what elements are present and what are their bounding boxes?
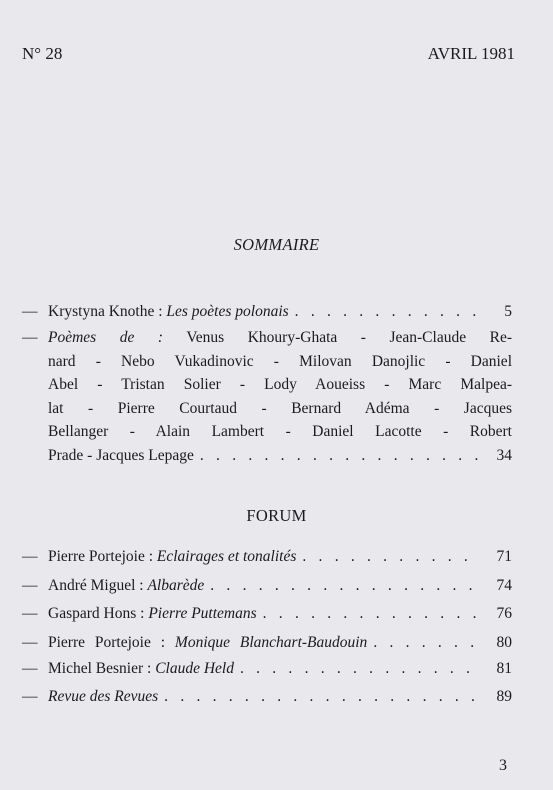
toc-line: Abel - Tristan Solier - Lody Aoueiss - Marc Malpea- <box>48 376 512 393</box>
entry-page: 76 <box>496 605 512 622</box>
toc-line <box>22 685 512 709</box>
toc-text <box>48 545 302 569</box>
entry-page: 71 <box>496 548 512 565</box>
toc-leader <box>48 631 478 655</box>
toc-line <box>22 574 512 598</box>
toc-entry <box>22 631 512 655</box>
em-dash: — <box>22 634 38 651</box>
em-dash: — <box>22 688 38 705</box>
issue-number: N° 28 <box>22 44 63 63</box>
toc-leader <box>48 545 478 569</box>
toc-entry <box>22 657 512 681</box>
toc-text <box>48 631 373 655</box>
toc-leader <box>48 574 478 598</box>
toc-text <box>48 657 240 681</box>
toc-leader <box>48 300 478 324</box>
entry-author: Krystyna Knothe : <box>48 303 163 320</box>
dot-leader <box>373 631 478 655</box>
dot-leader <box>302 545 478 569</box>
em-dash: — <box>22 660 38 677</box>
toc-text <box>48 574 210 598</box>
em-dash: — <box>22 548 38 565</box>
entry-text: Prade - Jacques Lepage <box>48 446 194 464</box>
dot-leader <box>240 657 478 681</box>
toc-line <box>22 545 512 569</box>
entry-work: Claude Held <box>155 660 234 677</box>
toc-line: lat - Pierre Courtaud - Bernard Adéma - Jacques <box>48 399 512 417</box>
em-dash: — <box>22 329 38 346</box>
toc-line <box>22 326 512 350</box>
entry-page: 34 <box>496 446 512 464</box>
toc-line <box>22 657 512 681</box>
toc-entry <box>22 545 512 569</box>
toc-text <box>48 602 263 626</box>
dot-leader <box>210 574 478 598</box>
entry-work: Monique Blanchart-Baudouin <box>174 634 368 651</box>
entry-author: Pierre Portejoie : <box>48 634 166 651</box>
entry-page: 80 <box>496 634 512 651</box>
entry-page: 81 <box>496 660 512 677</box>
dot-leader <box>164 685 478 709</box>
entry-work: Revue des Revues <box>48 688 159 705</box>
page-number: 3 <box>499 757 507 774</box>
entry-work: Albarède <box>147 577 205 594</box>
toc-line <box>22 300 512 324</box>
toc-leader <box>48 657 478 681</box>
sommaire-title: SOMMAIRE <box>233 235 320 254</box>
entry-work: Pierre Puttemans <box>148 605 257 622</box>
toc-entry <box>22 326 512 467</box>
dot-leader <box>295 300 478 324</box>
toc-leader <box>48 602 478 626</box>
toc-leader <box>48 685 478 709</box>
entry-page: 89 <box>496 688 512 705</box>
entry-author: Michel Besnier : <box>48 660 152 677</box>
toc-entry <box>22 300 512 324</box>
dot-leader <box>263 602 478 626</box>
em-dash: — <box>22 605 38 622</box>
toc-text <box>48 300 295 324</box>
em-dash: — <box>22 577 38 594</box>
entry-author: André Miguel : <box>48 577 144 594</box>
toc-entry <box>22 685 512 709</box>
entry-text: Venus Khoury-Ghata - Jean-Claude Re- <box>186 329 512 346</box>
toc-leader <box>48 444 478 468</box>
forum-title: FORUM <box>246 506 307 525</box>
toc-line: Bellanger - Alain Lambert - Daniel Lacotte - Robert <box>48 423 512 440</box>
dot-leader <box>200 444 478 468</box>
toc-line <box>22 602 512 626</box>
entry-label: Poèmes de : <box>48 329 164 346</box>
toc-line: nard - Nebo Vukadinovic - Milovan Danojlic - Daniel <box>48 352 512 370</box>
entry-page: 5 <box>504 303 512 320</box>
toc-text <box>48 685 164 709</box>
toc-line <box>22 444 512 468</box>
toc-entry <box>22 602 512 626</box>
entry-author: Gaspard Hons : <box>48 605 145 622</box>
entry-page: 74 <box>496 577 512 594</box>
em-dash: — <box>22 303 38 320</box>
entry-work: Les poètes polonais <box>166 303 289 320</box>
toc-line <box>22 631 512 655</box>
toc-entry <box>22 574 512 598</box>
entry-work: Eclairages et tonalités <box>156 548 297 565</box>
entry-author: Pierre Portejoie : <box>48 548 154 565</box>
issue-date: AVRIL 1981 <box>427 44 515 63</box>
